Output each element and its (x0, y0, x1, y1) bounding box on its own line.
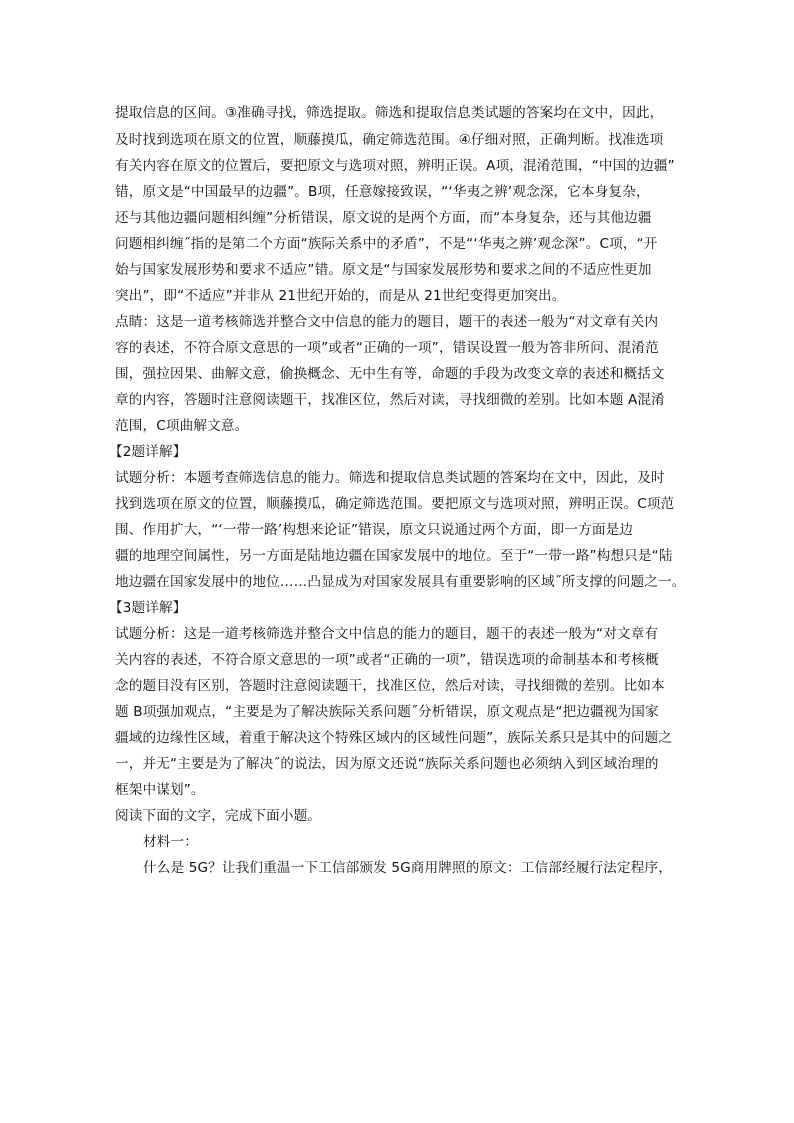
paragraph-line: 一，并无“主要是为了解决˝的说法，因为原文还说“族际关系问题也必须纳入到区域治理的 (115, 756, 659, 772)
paragraph-line: 问题相纠缠˝指的是第二个方面“族际关系中的矛盾”，不是“‘华夷之辨’观念深”。C项，“开 (115, 236, 658, 252)
paragraph-line: 还与其他边疆问题相纠缠”分析错误，原文说的是两个方面，而“本身复杂，还与其他边疆 (115, 210, 652, 226)
paragraph-line: 提取信息的区间。③准确寻找，筛选提取。筛选和提取信息类试题的答案均在文中，因此， (115, 105, 664, 121)
paragraph-line: 什么是 5G？让我们重温一下工信部颁发 5G商用牌照的原文：工信部经履行法定程序， (143, 860, 672, 876)
paragraph-line: 围、作用扩大，“‘一带一路’构想来论证”错误，原文只说通过两个方面，即一方面是边 (115, 522, 634, 538)
paragraph-line: 及时找到选项在原文的位置，顺藤摸瓜，确定筛选范围。④仔细对照，正确判断。找准选项 (115, 132, 664, 148)
paragraph-line: 试题分析：本题考查筛选信息的能力。筛选和提取信息类试题的答案均在文中，因此，及时 (115, 470, 665, 486)
paragraph-line: 疆的地理空间属性，另一方面是陆地边疆在国家发展中的地位。至于“一带一路”构想只是“陆 (115, 548, 673, 564)
note-line: 围，强拉因果、曲解文意，偷换概念、无中生有等，命题的手段为改变文章的表述和概括文 (115, 366, 665, 382)
paragraph-line: 始与国家发展形势和要求不适应”错。原文是“与国家发展形势和要求之间的不适应性更加 (115, 262, 652, 278)
section-heading: 【3题详解】 (109, 600, 187, 616)
section-heading: 【2题详解】 (109, 444, 187, 460)
note-line: 点睛：这是一道考核筛选并整合文中信息的能力的题目，题干的表述一般为“对文章有关内 (115, 314, 659, 330)
paragraph-line: 有关内容在原文的位置后，要把原文与选项对照，辨明正误。A项，混淆范围，“中国的边疆” (115, 158, 675, 174)
paragraph-line: 找到选项在原文的位置，顺藤摸瓜，确定筛选范围。要把原文与选项对照，辨明正误。C项范 (115, 496, 675, 512)
note-line: 容的表述，不符合原文意思的一项”或者“正确的一项”，错误设置一般为答非所问、混淆范 (115, 340, 659, 356)
instruction-line: 阅读下面的文字，完成下面小题。 (115, 808, 322, 824)
note-line: 章的内容，答题时注意阅读题干，找准区位，然后对读，寻找细微的差别。比如本题 A混淆 (115, 392, 665, 408)
paragraph-line: 题 B项强加观点，“主要是为了解决族际关系问题˝分析错误，原文观点是“把边疆视为国家 (115, 704, 659, 720)
paragraph-line: 地边疆在国家发展中的地位……凸显成为对国家发展具有重要影响的区域˝所支撑的问题之一。 (115, 574, 686, 590)
paragraph-line: 关内容的表述，不符合原文意思的一项”或者“正确的一项”，错误选项的命制基本和考核概 (115, 652, 659, 668)
paragraph-line: 错，原文是“中国最早的边疆”。B项，任意嫁接致误，“‘华夷之辨’观念深，它本身复杂， (115, 184, 650, 200)
paragraph-line: 突出”，即“不适应”并非从 21世纪开始的，而是从 21世纪变得更加突出。 (115, 288, 566, 304)
paragraph-line: 念的题目没有区别，答题时注意阅读题干，找准区位，然后对读，寻找细微的差别。比如本 (115, 678, 665, 694)
material-label: 材料一： (143, 834, 198, 850)
note-line: 范围，C项曲解文意。 (115, 418, 249, 434)
paragraph-line: 试题分析：这是一道考核筛选并整合文中信息的能力的题目，题干的表述一般为“对文章有 (115, 626, 659, 642)
paragraph-line: 框架中谋划”。 (115, 782, 205, 798)
paragraph-line: 疆域的边缘性区域，着重于解决这个特殊区域内的区域性问题”，族际关系只是其中的问题之 (115, 730, 672, 746)
